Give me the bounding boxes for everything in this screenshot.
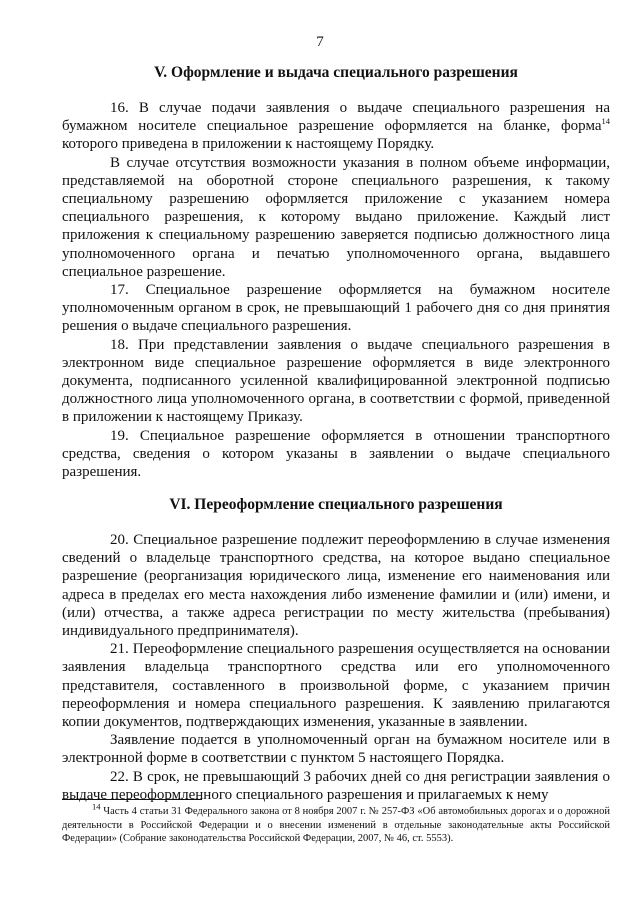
page-number: 7 (316, 34, 324, 50)
section-vi-heading: VI. Переоформление специального разрешения (169, 496, 503, 513)
footnote-divider (62, 799, 202, 800)
paragraph-20: 20. Специальное разрешение подлежит переоформлению в случае изменения сведений о владельце транспортного средства, на которое выдано специальное разрешение (реорганизация юридического лица, изменение его наименования или адреса в пределах его места нахождения либо изменение фамилии и (или) имени, и (или) отчества, а также адреса регистрации по месту жительства (пребывания) индивидуального предпринимателя). (62, 532, 610, 640)
footnote-text: Часть 4 статьи 31 Федерального закона от 8 ноября 2007 г. № 257-ФЗ «Об автомобильных дорогах и о дорожной деятельности в Российской Федерации и о внесении изменений в отдельные законодательные акты Российской Федерации» (Собрание законодательства Российской Федерации, 2007, № 46, ст. 5553). (62, 806, 610, 844)
paragraph-16 (62, 99, 610, 154)
paragraph-16-text-after: которого приведена в приложении к настоящему Порядку. (62, 136, 435, 153)
section-v (62, 64, 610, 481)
paragraph-17: 17. Специальное разрешение оформляется на бумажном носителе уполномоченным органом в срок, не превышающий 1 рабочего дня со дня принятия решения о выдаче специального разрешения. (62, 282, 610, 335)
paragraph-22: 22. В срок, не превышающий 3 рабочих дней со дня регистрации заявления о выдаче переоформленного специального разрешения и прилагаемых к нему (62, 768, 610, 803)
footnote (62, 801, 610, 846)
paragraph-21: 21. Переоформление специального разрешения осуществляется на основании заявления владельца транспортного средства или его уполномоченного представителя, составленного в произвольной форме, с указанием причин переоформления и номера специального разрешения. К заявлению прилагаются копии документов, подтверждающих изменения, указанные в заявлении. (62, 641, 610, 731)
footnote-number: 14 (92, 801, 101, 812)
paragraph-16-text: 16. В случае подачи заявления о выдаче специального разрешения на бумажном носителе специальное разрешение оформляется на бланке, форма (62, 100, 610, 135)
paragraph-19: 19. Специальное разрешение оформляется в отношении транспортного средства, сведения о котором указаны в заявлении о выдаче специального разрешения. (62, 427, 610, 481)
paragraph-18: 18. При представлении заявления о выдаче специального разрешения в электронном виде специальное разрешение оформляется в виде электронного документа, подписанного усиленной квалифицированной электронной подписью должностного лица уполномоченного органа, в соответствии с формой, приведенной в приложении к настоящему Приказу. (62, 336, 610, 426)
footnote-reference: 14 (601, 116, 610, 127)
section-vi (62, 496, 610, 804)
paragraph-21-continued: Заявление подается в уполномоченный орган на бумажном носителе или в электронной форме в соответствии с пунктом 5 настоящего Порядка. (62, 732, 610, 767)
section-v-heading: V. Оформление и выдача специального разрешения (154, 64, 518, 81)
paragraph-16-continued: В случае отсутствия возможности указания в полном объеме информации, представляемой на оборотной стороне специального разрешения, к такому специальному разрешению оформляется приложение с указанием номера специального разрешения, к которому выдано приложение. Каждый лист приложения к специальному разрешению заверяется подписью должностного лица уполномоченного органа и печатью уполномоченного органа, выдавшего специальное разрешение. (62, 154, 610, 280)
